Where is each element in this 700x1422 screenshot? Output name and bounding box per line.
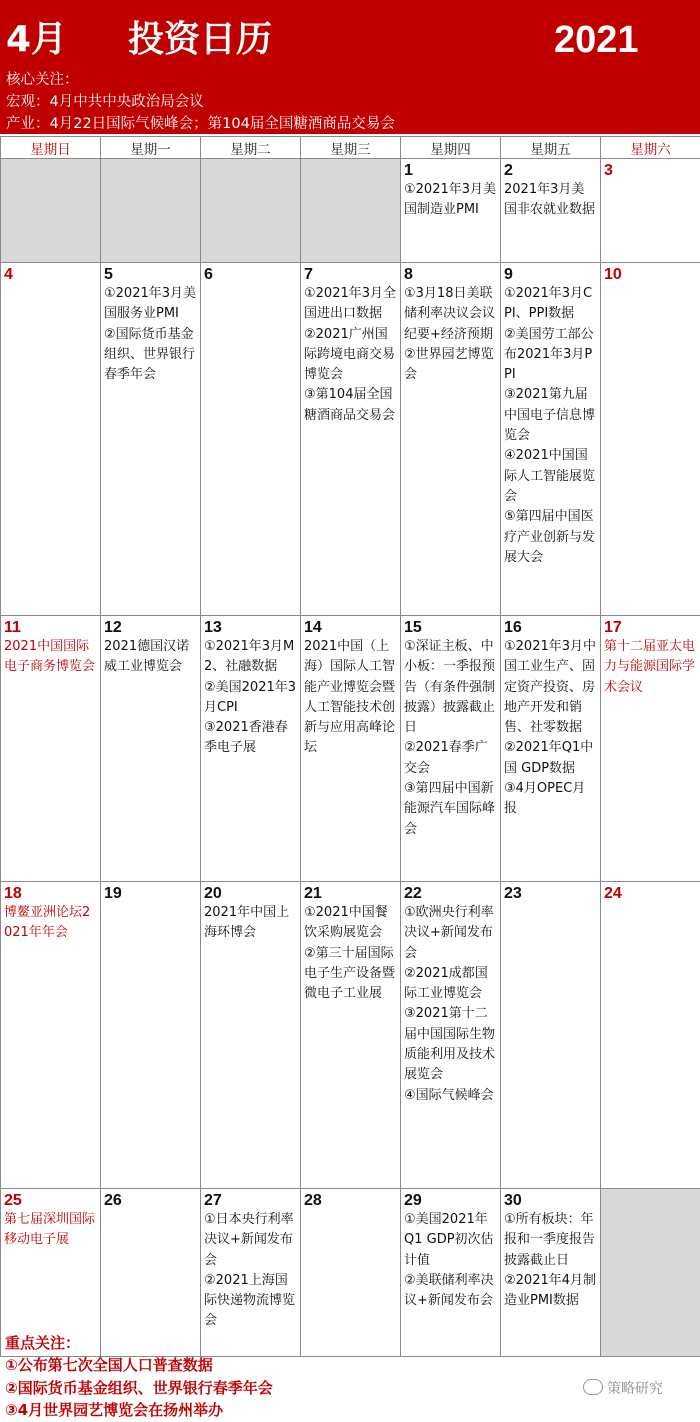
day-number: 25 — [4, 1192, 22, 1209]
day-cell-19 — [101, 882, 201, 1189]
day-number: 11 — [4, 619, 21, 636]
event-item: ①2021年3月CPI、PPI数据 — [504, 286, 593, 322]
event-item: ③第104届全国糖酒商品交易会 — [304, 387, 396, 423]
event-item: 第十二届亚太电力与能源国际学术会议 — [604, 639, 696, 695]
event-item: ②2021成都国际工业博览会 — [404, 965, 488, 1002]
event-item: ③2021第十二届中国国际生物质能利用及技术展览会 — [404, 1006, 496, 1083]
day-cell-14 — [301, 616, 401, 882]
day-number: 29 — [404, 1192, 422, 1209]
event-item: ①2021年3月美国制造业PMI — [404, 182, 497, 218]
weekday-tue: 星期二 — [201, 137, 301, 159]
event-item: ①2021中国餐饮采购展览会 — [304, 905, 388, 941]
week-row — [1, 159, 700, 263]
event-item: 2021德国汉诺威工业博览会 — [104, 639, 190, 675]
day-number: 5 — [104, 266, 113, 283]
day-number: 8 — [404, 266, 413, 283]
event-item: ②2021广州国际跨境电商交易博览会 — [304, 326, 396, 383]
event-item: ②世界园艺博览会 — [404, 346, 494, 383]
day-cell-3 — [601, 159, 700, 263]
event-item: ②美国2021年3月CPI — [204, 679, 297, 715]
day-number: 12 — [104, 619, 122, 636]
day-cell-13 — [201, 616, 301, 882]
empty-day-cell — [201, 159, 301, 263]
event-item: ②第三十届国际电子生产设备暨微电子工业展 — [304, 945, 396, 1002]
day-number: 19 — [104, 885, 122, 902]
calendar-grid — [0, 136, 700, 1357]
empty-day-cell — [101, 159, 201, 263]
event-item: 2021中国（上海）国际人工智能产业博览会暨人工智能技术创新与应用高峰论坛 — [304, 639, 396, 756]
day-cell-15 — [401, 616, 501, 882]
weekday-fri: 星期五 — [501, 137, 601, 159]
event-item: ②国际货币基金组织、世界银行春季年会 — [104, 326, 196, 383]
day-cell-16 — [501, 616, 601, 882]
day-cell-20 — [201, 882, 301, 1189]
weekday-wed: 星期三 — [301, 137, 401, 159]
day-cell-6 — [201, 263, 301, 616]
day-cell-22 — [401, 882, 501, 1189]
empty-day-cell — [301, 159, 401, 263]
weekday-mon: 星期一 — [101, 137, 201, 159]
weekday-sat: 星期六 — [601, 137, 700, 159]
event-item: ③第四届中国新能源汽车国际峰会 — [404, 781, 496, 837]
event-item: ①2021年3月美国服务业PMI — [104, 286, 197, 322]
day-cell-10 — [601, 263, 700, 616]
day-number: 23 — [504, 885, 522, 902]
day-cell-12 — [101, 616, 201, 882]
day-cell-4 — [1, 263, 101, 616]
event-item: ①美国2021年Q1 GDP初次估计值 — [404, 1212, 494, 1268]
day-cell-21 — [301, 882, 401, 1189]
wechat-icon — [583, 1379, 603, 1395]
event-item: ①所有板块：年报和一季度报告披露截止日 — [504, 1212, 596, 1268]
weekday-sun: 星期日 — [1, 137, 101, 159]
day-number: 6 — [204, 266, 213, 283]
weekday-thu: 星期四 — [401, 137, 501, 159]
month-title: 4月 — [6, 19, 68, 60]
day-number: 30 — [504, 1192, 522, 1209]
event-item: ①2021年3月全国进出口数据 — [304, 286, 397, 322]
day-number: 10 — [604, 266, 622, 283]
event-item: ①3月18日美联储利率决议会议纪要+经济预期 — [404, 286, 496, 342]
watermark-text: 策略研究 — [607, 1381, 663, 1397]
event-item: ①2021年3月中国工业生产、固定资产投资、房地产开发和销售、社零数据 — [504, 639, 597, 736]
day-number: 28 — [304, 1192, 322, 1209]
event-item: ③4月OPEC月报 — [504, 781, 586, 817]
empty-day-cell — [1, 159, 101, 263]
day-cell-5 — [101, 263, 201, 616]
day-cell-2 — [501, 159, 601, 263]
day-number: 17 — [604, 619, 622, 636]
day-number: 7 — [304, 266, 313, 283]
event-item: 博鳌亚洲论坛2021年年会 — [4, 905, 91, 941]
event-item: ②2021年4月制造业PMI数据 — [504, 1272, 597, 1309]
day-number: 9 — [504, 266, 513, 283]
key-focus-title: 重点关注： — [5, 1334, 81, 1352]
day-cell-1 — [401, 159, 501, 263]
day-cell-9 — [501, 263, 601, 616]
day-cell-8 — [401, 263, 501, 616]
event-item: 2021中国国际电子商务博览会 — [4, 639, 96, 675]
event-item: ②2021春季广交会 — [404, 740, 488, 776]
industry-focus: 产业：4月22日国际气候峰会；第104届全国糖酒商品交易会 — [6, 116, 395, 132]
event-item: ①欧洲央行利率决议+新闻发布会 — [404, 905, 494, 961]
day-cell-17 — [601, 616, 700, 882]
day-number: 15 — [404, 619, 422, 636]
day-cell-24 — [601, 882, 700, 1189]
day-number: 14 — [304, 619, 322, 636]
day-cell-18 — [1, 882, 101, 1189]
event-item: ⑤第四届中国医疗产业创新与发展大会 — [504, 509, 596, 565]
key-focus-item: ①公布第七次全国人口普查数据 — [5, 1356, 213, 1374]
event-item: ④国际气候峰会 — [404, 1087, 494, 1103]
event-item: ②2021年Q1中国 GDP数据 — [504, 740, 594, 776]
event-item: 2021年3月美国非农就业数据 — [504, 182, 596, 218]
day-number: 13 — [204, 619, 222, 636]
event-item: 第七届深圳国际移动电子展 — [4, 1212, 96, 1248]
calendar-header — [0, 0, 700, 134]
event-item: ②2021上海国际快递物流博览会 — [204, 1272, 296, 1329]
event-item: ①深证主板、中小板：一季报预告（有条件强制披露）披露截止日 — [404, 639, 496, 736]
key-focus-item: ②国际货币基金组织、世界银行春季年会 — [5, 1379, 273, 1397]
event-item: ④2021中国国际人工智能展览会 — [504, 448, 596, 504]
day-cell-23 — [501, 882, 601, 1189]
event-item: ①日本央行利率决议+新闻发布会 — [204, 1212, 294, 1268]
day-number: 27 — [204, 1192, 222, 1209]
macro-focus: 宏观：4月中共中央政治局会议 — [6, 94, 204, 110]
key-focus-item: ③4月世界园艺博览会在扬州举办 — [5, 1401, 224, 1419]
day-number: 22 — [404, 885, 422, 902]
week-row — [1, 616, 700, 882]
focus-label: 核心关注： — [6, 72, 79, 88]
event-item: ③2021第九届中国电子信息博览会 — [504, 387, 596, 444]
day-number: 20 — [204, 885, 222, 902]
day-number: 18 — [4, 885, 22, 902]
weekday-header-row — [1, 137, 700, 159]
day-number: 2 — [504, 162, 513, 179]
day-number: 1 — [404, 162, 413, 179]
day-number: 21 — [304, 885, 322, 902]
day-cell-11 — [1, 616, 101, 882]
event-item: ①2021年3月M2、社融数据 — [204, 639, 295, 675]
day-number: 16 — [504, 619, 522, 636]
day-number: 26 — [104, 1192, 122, 1209]
watermark — [583, 1378, 663, 1400]
event-item: ②美国劳工部公布2021年3月PPI — [504, 326, 594, 383]
week-row — [1, 263, 700, 616]
event-item: ②美联储利率决议+新闻发布会 — [404, 1272, 494, 1309]
day-number: 24 — [604, 885, 622, 902]
event-item: ③2021香港春季电子展 — [204, 720, 288, 756]
week-row — [1, 882, 700, 1189]
event-item: 2021年中国上海环博会 — [204, 905, 290, 941]
day-cell-7 — [301, 263, 401, 616]
year-label: 2021 — [554, 19, 639, 61]
key-focus-section — [0, 1330, 700, 1422]
day-number: 4 — [4, 266, 13, 283]
day-number: 3 — [604, 162, 613, 179]
page-title: 投资日历 — [128, 19, 273, 60]
